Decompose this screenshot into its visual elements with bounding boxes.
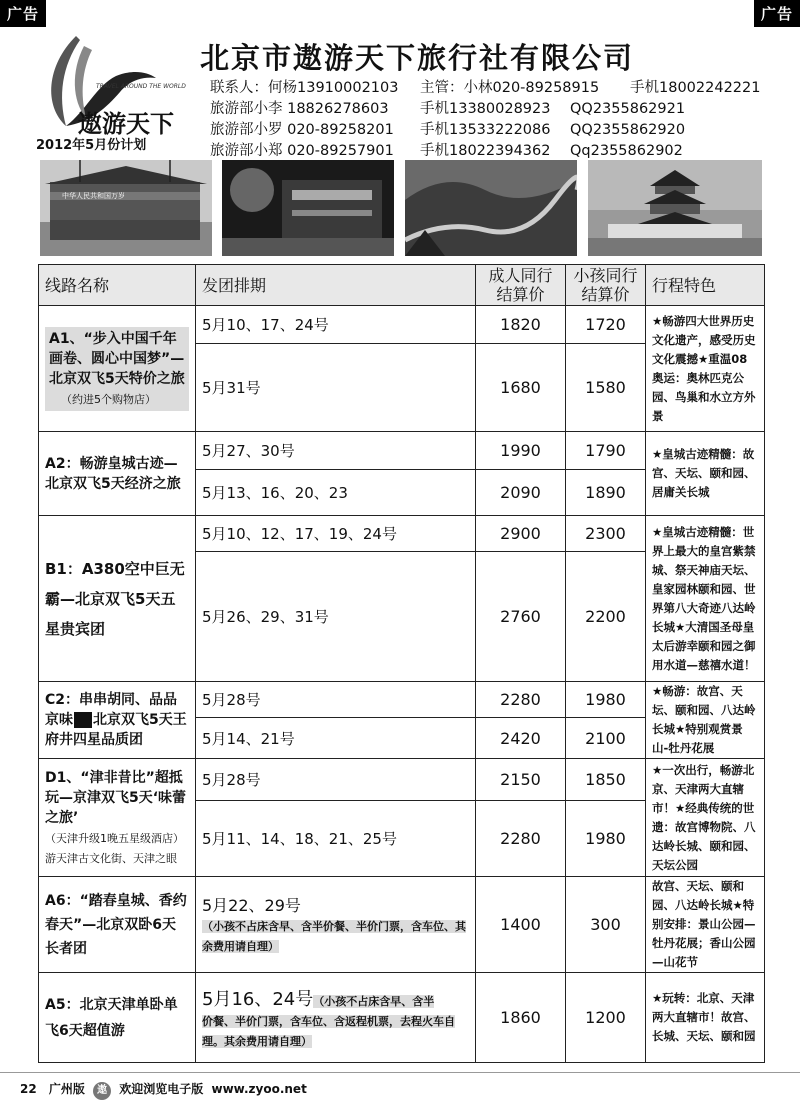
header-route: 线路名称 [39, 265, 196, 306]
great-wall-photo [405, 160, 577, 256]
plan-month: 2012年5月份计划 [36, 138, 147, 153]
child-price: 1890 [566, 470, 646, 516]
logo-slogan: TRAVEL AROUND THE WORLD [96, 83, 186, 90]
schedule-date: 5月13、16、20、23 [196, 470, 476, 516]
route-name: A2：畅游皇城古迹—北京双飞5天经济之旅 [39, 432, 196, 516]
route-features: ★一次出行，畅游北京、天津两大直辖市！★经典传统的世遗：故宫博物院、八达岭长城、颐和园、天坛公园 [646, 759, 765, 877]
page-footer [20, 1080, 307, 1100]
route-name: B1：A380空中巨无霸—北京双飞5天五星贵宾团 [39, 516, 196, 682]
table-row [39, 432, 765, 470]
badge-icon: 遨 [93, 1082, 111, 1100]
schedule-date: 5月11、14、18、21、25号 [196, 801, 476, 877]
route-features: ★畅游：故宫、天坛、颐和园、八达岭长城★特别观赏景山-牡丹花展 [646, 682, 765, 759]
ad-label-left: 广告 [0, 0, 46, 27]
schedule-note: 价餐、半价门票，含车位、含返程机票，去程火车自理。其余费用请自理） [202, 1014, 455, 1048]
table-row [39, 516, 765, 552]
adult-price: 1820 [476, 306, 566, 344]
route-name: A6：“踏春皇城、香约春天”—北京双卧6天长者团 [39, 877, 196, 973]
adult-price: 2900 [476, 516, 566, 552]
child-price: 2100 [566, 718, 646, 759]
route-features: ★畅游四大世界历史文化遗产，感受历史文化震撼★重温08奥运：奥林匹克公园、鸟巢和水立方外景 [646, 306, 765, 432]
schedule-note: （小孩不占床含早、含半 [313, 994, 435, 1008]
night-street-photo [222, 160, 394, 256]
schedule-cell [196, 877, 476, 973]
tiananmen-photo [40, 160, 212, 256]
child-price: 1850 [566, 759, 646, 801]
route-features: ★皇城古迹精髓：故宫、天坛、颐和园、居庸关长城 [646, 432, 765, 516]
contact-row: 旅游部小罗 020-89258201 手机13533222086 QQ2355862920 [210, 122, 686, 138]
route-features: ★玩转：北京、天津两大直辖市！故宫、长城、天坛、颐和园 [646, 973, 765, 1063]
adult-price: 2420 [476, 718, 566, 759]
footer-text: 欢迎浏览电子版 [119, 1082, 204, 1096]
adult-price: 2280 [476, 801, 566, 877]
child-price: 1720 [566, 306, 646, 344]
child-price: 1580 [566, 344, 646, 432]
schedule-cell [196, 973, 476, 1063]
logo-name: 遨游天下 [78, 110, 174, 138]
route-features: 故宫、天坛、颐和园、八达岭长城★特别安排：景山公园—牡丹花展；香山公园—山花节 [646, 877, 765, 973]
footer-url[interactable]: www.zyoo.net [211, 1082, 307, 1096]
header-adult-price: 成人同行结算价 [476, 265, 566, 306]
route-name: A5：北京天津单卧单飞6天超值游 [39, 973, 196, 1063]
schedule-date: 5月14、21号 [196, 718, 476, 759]
table-row [39, 877, 765, 973]
table-row [39, 682, 765, 718]
contact-row: 联系人：何杨13910002103 主管：小林020-89258915 手机18002242221 [210, 80, 761, 96]
schedule-date: 5月31号 [196, 344, 476, 432]
adult-price: 1990 [476, 432, 566, 470]
schedule-date: 5月10、12、17、19、24号 [196, 516, 476, 552]
adult-price: 1680 [476, 344, 566, 432]
adult-price: 2760 [476, 552, 566, 682]
child-price: 1200 [566, 973, 646, 1063]
schedule-note: （小孩不占床含早、含半价餐、半价门票，含车位、其余费用请自理） [202, 920, 466, 953]
schedule-date: 5月16、24号 [202, 988, 314, 1010]
route-name: A1、“步入中国千年画卷、圆心中国梦”—北京双飞5天特价之旅 （约进5个购物店） [39, 306, 196, 432]
child-price: 1980 [566, 682, 646, 718]
temple-of-heaven-photo [588, 160, 762, 256]
tour-price-table [38, 264, 765, 1063]
ad-label-right: 广告 [754, 0, 800, 27]
route-name: C2：串串胡同、品品京味 北京双飞5天王府井四星品质团 [39, 682, 196, 759]
table-row [39, 759, 765, 801]
adult-price: 1860 [476, 973, 566, 1063]
child-price: 300 [566, 877, 646, 973]
company-name: 北京市遨游天下旅行社有限公司 [200, 41, 635, 75]
child-price: 2200 [566, 552, 646, 682]
schedule-date: 5月28号 [196, 759, 476, 801]
edition-label: 广州版 [48, 1082, 85, 1096]
table-row [39, 973, 765, 1063]
route-features: ★皇城古迹精髓：世界上最大的皇宫紫禁城、祭天神庙天坛、皇家园林颐和园、世界第八大奇迹八达岭长城★大清国圣母皇太后游幸颐和园之御用水道—慈禧水道！ [646, 516, 765, 682]
photo-strip [40, 160, 762, 256]
schedule-date: 5月27、30号 [196, 432, 476, 470]
schedule-date: 5月22、29号 [202, 896, 301, 915]
page-number: 22 [20, 1082, 37, 1096]
table-header-row [39, 265, 765, 306]
header-schedule: 发团排期 [196, 265, 476, 306]
schedule-date: 5月28号 [196, 682, 476, 718]
schedule-date: 5月10、17、24号 [196, 306, 476, 344]
table-row [39, 306, 765, 344]
adult-price: 2150 [476, 759, 566, 801]
child-price: 2300 [566, 516, 646, 552]
redaction-block [74, 712, 92, 728]
route-name: D1、“津非昔比”超抵玩—京津双飞5天‘味蕾之旅’ （天津升级1晚五星级酒店）游天津古文化街、天津之眼 [39, 759, 196, 877]
contact-list [210, 78, 760, 162]
header-features: 行程特色 [646, 265, 765, 306]
adult-price: 2280 [476, 682, 566, 718]
contact-row: 旅游部小郑 020-89257901 手机18022394362 Qq2355862902 [210, 143, 683, 159]
footer-divider [0, 1072, 800, 1073]
schedule-date: 5月26、29、31号 [196, 552, 476, 682]
child-price: 1790 [566, 432, 646, 470]
contact-row: 旅游部小李 18826278603 手机13380028923 QQ2355862921 [210, 101, 686, 117]
adult-price: 2090 [476, 470, 566, 516]
child-price: 1980 [566, 801, 646, 877]
header-child-price: 小孩同行结算价 [566, 265, 646, 306]
svg-text:中华人民共和国万岁: 中华人民共和国万岁 [62, 192, 125, 200]
adult-price: 1400 [476, 877, 566, 973]
